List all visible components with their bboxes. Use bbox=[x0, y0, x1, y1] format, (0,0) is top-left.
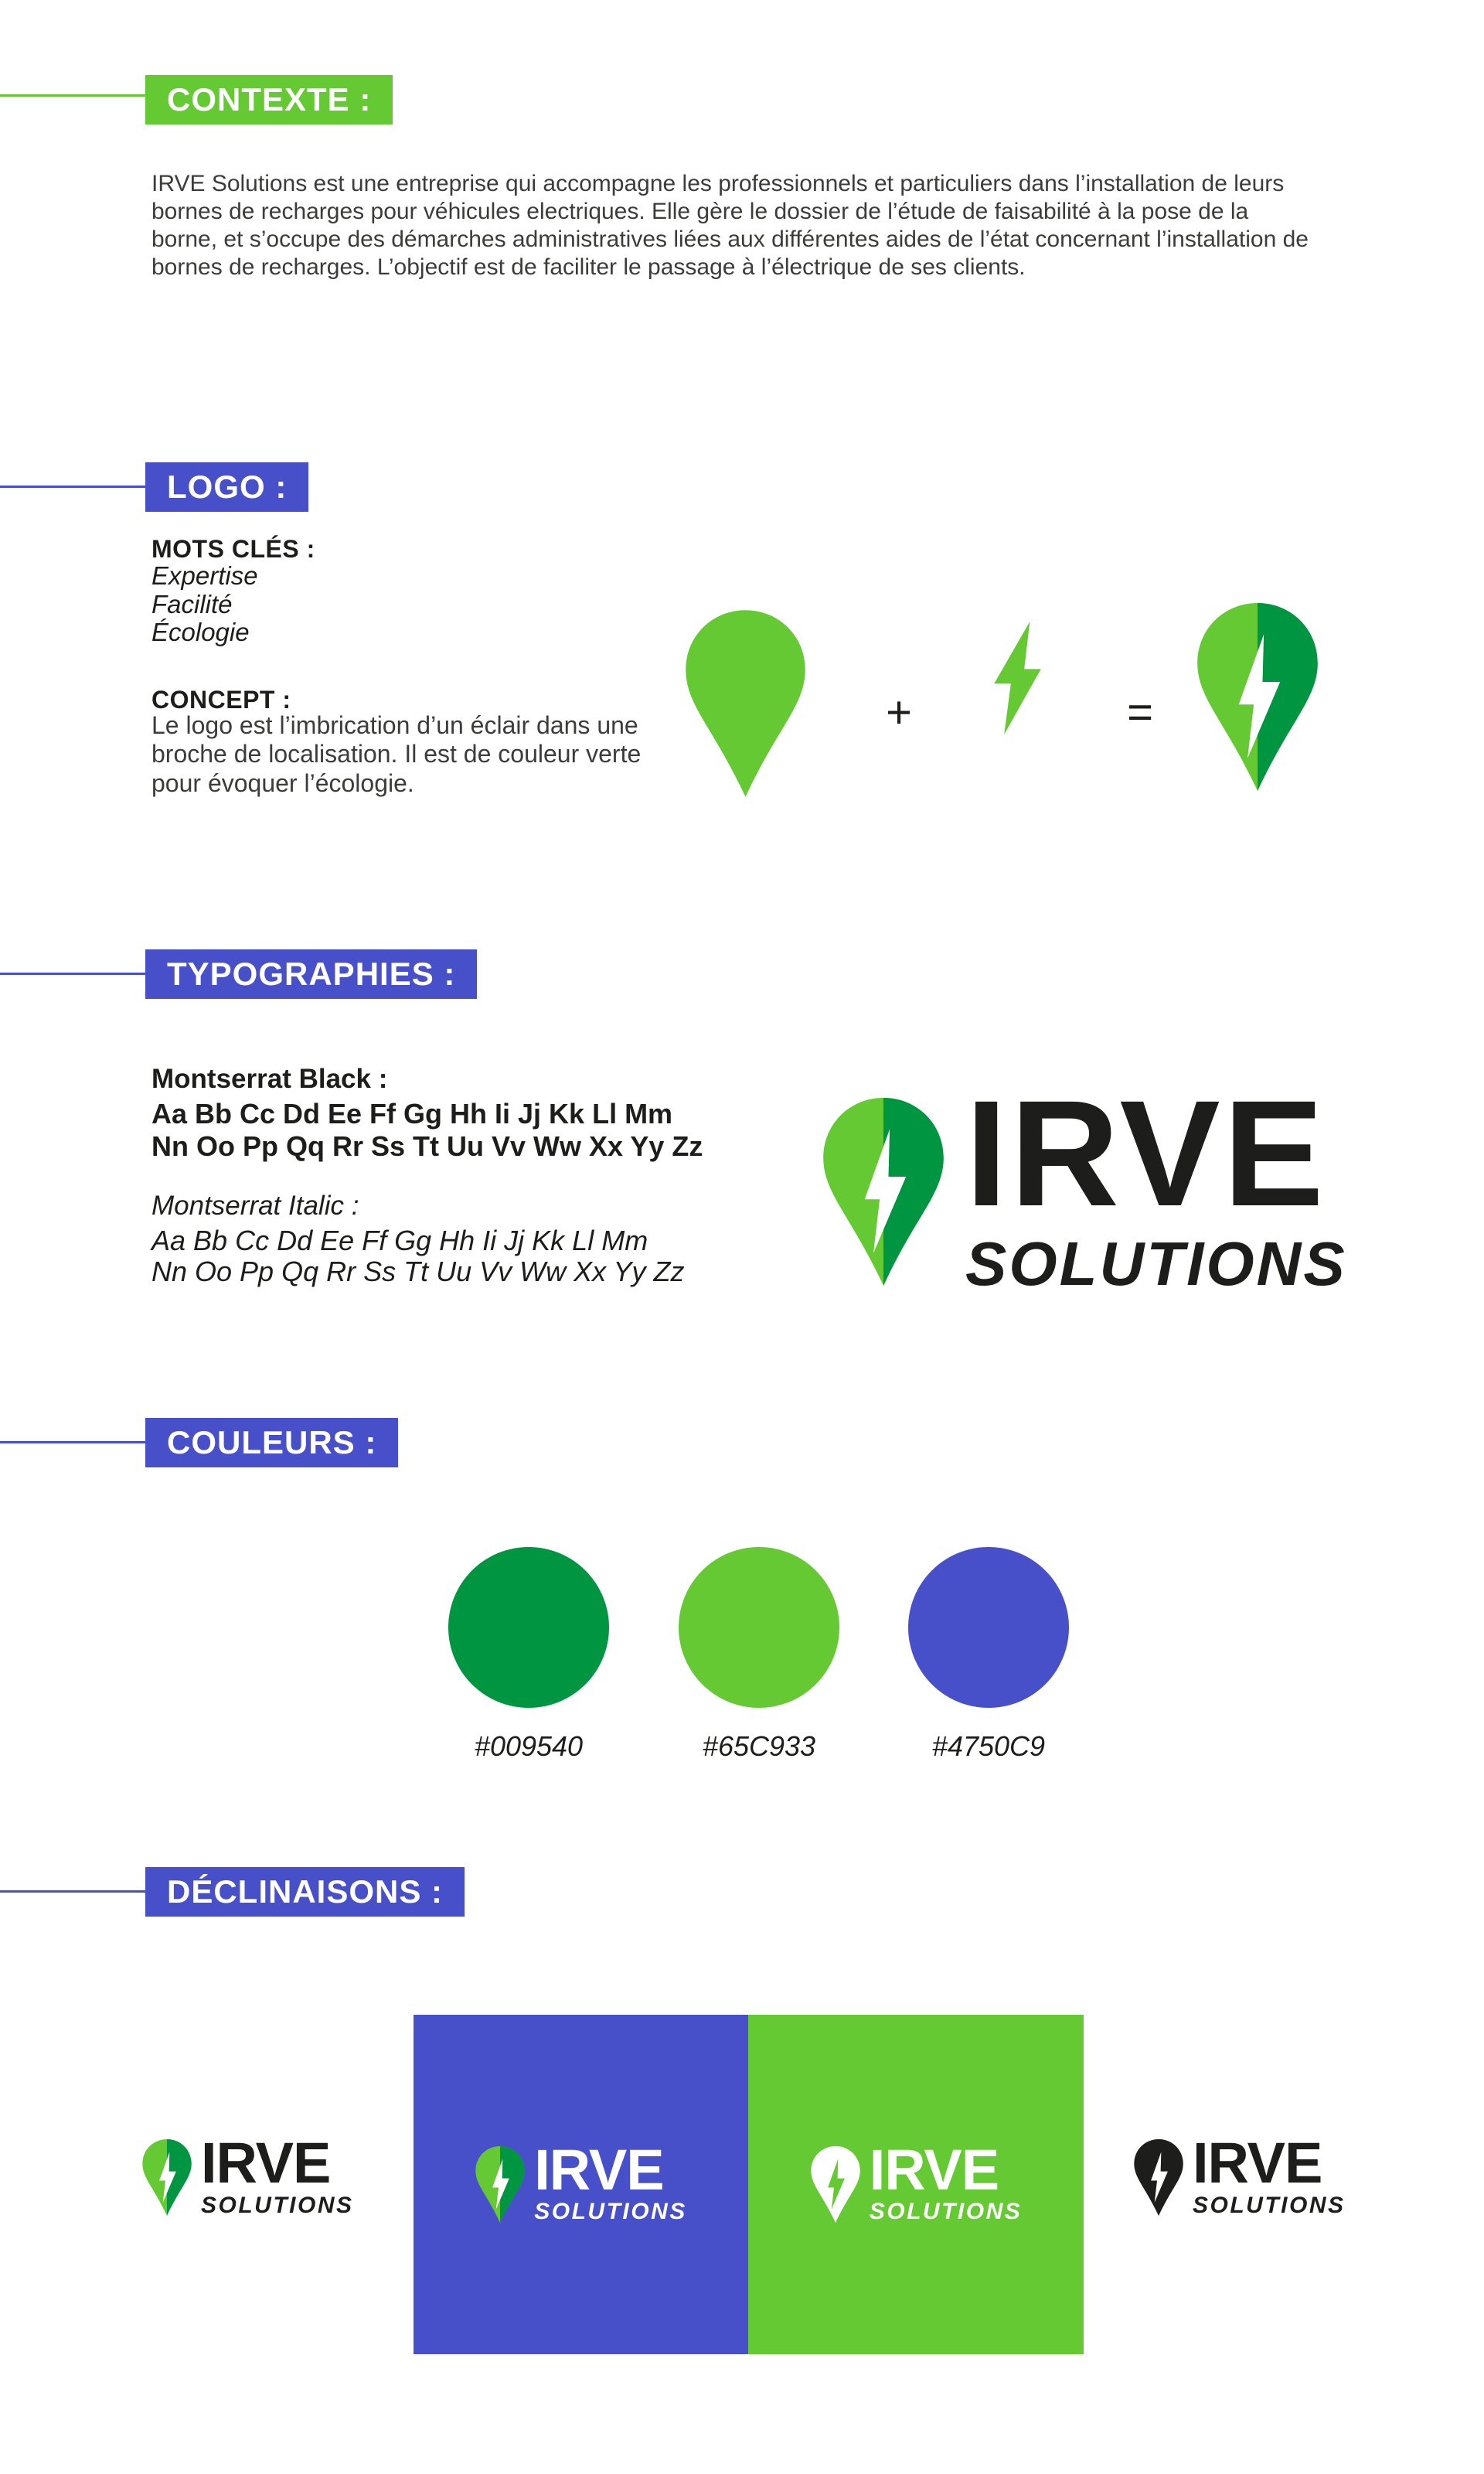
swatch-hex-label: #4750C9 bbox=[931, 1730, 1046, 1762]
concept-paragraph: Le logo est l’imbrication d’un éclair dans une broche de localisation. Il est de couleur verte pour évoquer l’écologie. bbox=[151, 711, 642, 797]
brand-name: IRVE bbox=[201, 2131, 331, 2195]
contexte-paragraph: IRVE Solutions est une entreprise qui accompagne les professionnels et particuliers dans l’installation de leurs bornes de recharges pour véhicules electriques. Elle gère le dossier de l’étude de faisabilité à la pose de la borne, et s’occupe des démarches administratives liées aux différentes aides de l’état concernant l’installation de bornes de recharges. L’objectif est de faciliter le passage à l’électrique de ses clients. bbox=[151, 171, 1309, 280]
brand-subtitle: SOLUTIONS bbox=[534, 2199, 687, 2225]
alphabet-line-black: Nn Oo Pp Qq Rr Ss Tt Uu Vv Ww Xx Yy Zz bbox=[151, 1130, 703, 1162]
keyword-item: Expertise bbox=[151, 561, 258, 590]
logo-heading: LOGO : bbox=[145, 462, 308, 512]
logo-variant-color-on-white bbox=[141, 2131, 354, 2219]
logo-wordmark bbox=[869, 2137, 1023, 2226]
alphabet-line-italic: Aa Bb Cc Dd Ee Ff Gg Hh Ii Jj Kk Ll Mm bbox=[151, 1225, 648, 1256]
keywords-list bbox=[151, 562, 258, 647]
irve-pin-logo-icon bbox=[1195, 603, 1320, 791]
swatch-hex-label: #009540 bbox=[474, 1730, 584, 1762]
brand-subtitle: SOLUTIONS bbox=[201, 2192, 354, 2218]
brand-subtitle: SOLUTIONS bbox=[965, 1229, 1347, 1299]
montserrat-black-label: Montserrat Black : bbox=[151, 1064, 388, 1094]
green-background-panel bbox=[748, 2015, 1084, 2354]
logo-wordmark bbox=[534, 2137, 687, 2226]
concept-title: CONCEPT : bbox=[151, 686, 291, 714]
brand-name: IRVE bbox=[965, 1069, 1327, 1238]
couleurs-connector-line bbox=[0, 1441, 147, 1443]
irve-logo-lockup bbox=[821, 1069, 1347, 1300]
alphabet-line-italic: Nn Oo Pp Qq Rr Ss Tt Uu Vv Ww Xx Yy Zz bbox=[151, 1256, 685, 1287]
declinaisons-heading: DÉCLINAISONS : bbox=[145, 1867, 465, 1917]
contexte-heading: CONTEXTE : bbox=[145, 75, 393, 124]
keyword-item: Facilité bbox=[151, 589, 233, 618]
plus-sign: + bbox=[886, 687, 912, 738]
logo-wordmark bbox=[201, 2131, 354, 2219]
keyword-item: Écologie bbox=[151, 618, 250, 647]
color-swatch-light-green bbox=[679, 1547, 839, 1708]
logo-variant-on-blue bbox=[475, 2137, 687, 2226]
color-swatch-blue bbox=[908, 1547, 1069, 1708]
keywords-title: MOTS CLÉS : bbox=[151, 535, 315, 563]
contexte-connector-line bbox=[0, 94, 147, 97]
typographies-connector-line bbox=[0, 973, 147, 975]
irve-pin-logo-icon bbox=[141, 2139, 192, 2216]
swatch-hex-label: #65C933 bbox=[702, 1730, 816, 1762]
couleurs-heading: COULEURS : bbox=[145, 1418, 398, 1467]
logo-wordmark bbox=[965, 1069, 1347, 1300]
logo-variant-on-green bbox=[810, 2137, 1023, 2226]
lightning-bolt-icon bbox=[989, 622, 1047, 734]
equals-sign: = bbox=[1127, 687, 1153, 738]
color-swatch-dark-green bbox=[448, 1547, 609, 1708]
montserrat-italic-label: Montserrat Italic : bbox=[151, 1191, 359, 1221]
alphabet-line-black: Aa Bb Cc Dd Ee Ff Gg Hh Ii Jj Kk Ll Mm bbox=[151, 1098, 673, 1130]
irve-pin-logo-icon bbox=[475, 2146, 526, 2223]
logo-variant-black-on-white bbox=[1133, 2131, 1346, 2219]
brand-name: IRVE bbox=[869, 2137, 999, 2202]
blue-background-panel bbox=[414, 2015, 748, 2354]
declinaisons-connector-line bbox=[0, 1890, 147, 1893]
brand-name: IRVE bbox=[534, 2137, 664, 2202]
location-pin-icon bbox=[683, 610, 808, 797]
logo-wordmark bbox=[1193, 2131, 1346, 2219]
typographies-heading: TYPOGRAPHIES : bbox=[145, 949, 477, 999]
logo-connector-line bbox=[0, 486, 147, 488]
irve-pin-logo-icon bbox=[821, 1098, 946, 1286]
irve-pin-logo-icon bbox=[1133, 2139, 1184, 2216]
irve-pin-logo-icon bbox=[810, 2146, 861, 2223]
brand-name: IRVE bbox=[1193, 2131, 1322, 2195]
brand-subtitle: SOLUTIONS bbox=[869, 2199, 1023, 2225]
brand-subtitle: SOLUTIONS bbox=[1193, 2192, 1346, 2218]
